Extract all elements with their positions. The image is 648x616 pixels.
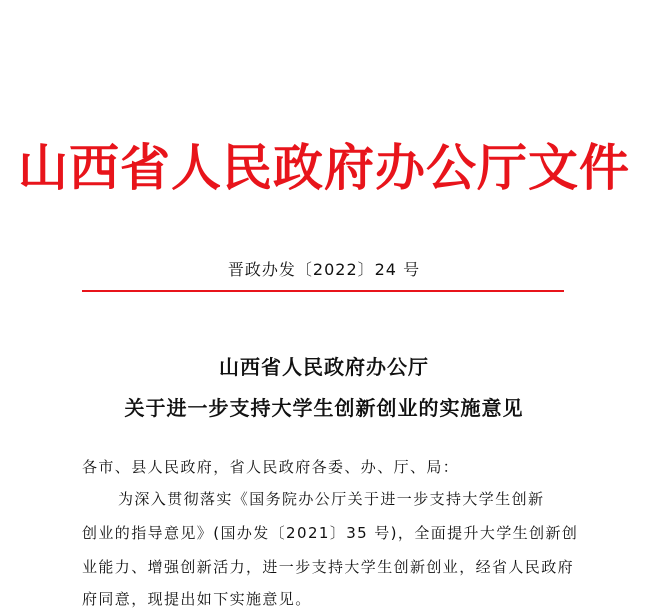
paragraph-line: 创业的指导意见》(国办发〔2021〕35 号)，全面提升大学生创新创 xyxy=(82,524,579,542)
paragraph-line: 府同意，现提出如下实施意见。 xyxy=(82,590,312,608)
issuer-header-title: 山西省人民政府办公厅文件 xyxy=(18,138,630,197)
document-title-line-2: 关于进一步支持大学生创新创业的实施意见 xyxy=(124,396,524,420)
paragraph-line: 业能力、增强创新活力，进一步支持大学生创新创业，经省人民政府 xyxy=(82,558,575,576)
salutation: 各市、县人民政府，省人民政府各委、办、厅、局： xyxy=(82,458,460,476)
document-number: 晋政办发〔2022〕24 号 xyxy=(227,260,421,279)
red-divider-line xyxy=(82,290,564,292)
paragraph-line: 为深入贯彻落实《国务院办公厅关于进一步支持大学生创新 xyxy=(118,490,545,508)
document-title-line-1: 山西省人民政府办公厅 xyxy=(219,355,429,379)
